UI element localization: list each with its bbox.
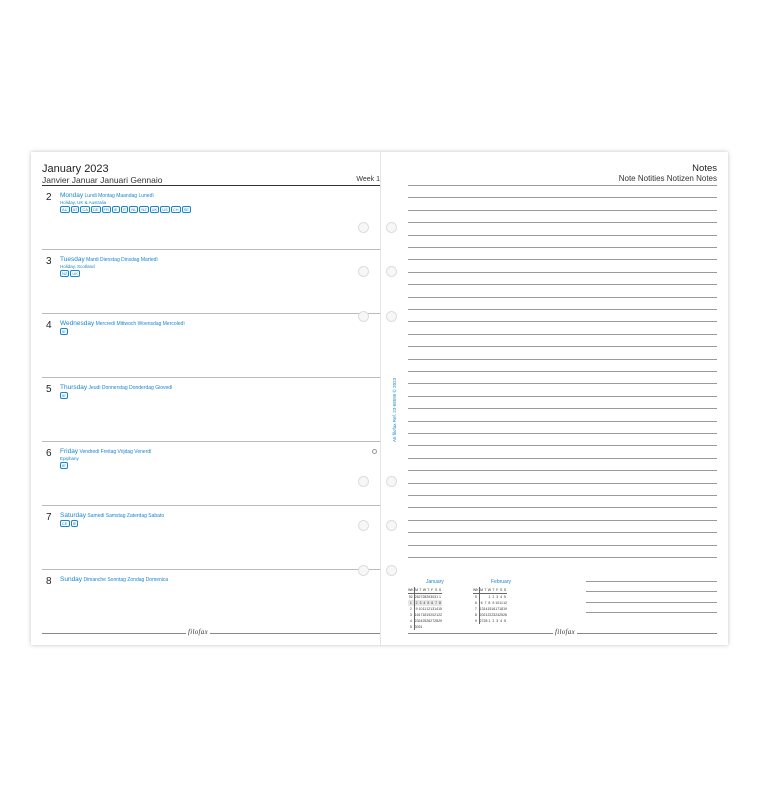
country-badge: UK xyxy=(151,207,158,212)
ring-hole xyxy=(358,565,369,576)
note-line xyxy=(408,421,717,422)
weekday-header: S xyxy=(499,588,503,592)
date-cell: 16 xyxy=(414,613,419,617)
date-cell: 27 xyxy=(430,619,435,623)
date-cell: 24 xyxy=(495,613,500,617)
country-badge: IE xyxy=(72,521,77,526)
weekday-header: W xyxy=(422,588,427,592)
date-cell: 25 xyxy=(422,619,427,623)
country-badge: NL xyxy=(131,207,137,212)
day-names xyxy=(60,320,185,327)
week-number-cell: 9 xyxy=(473,618,479,624)
date-cell: 9 xyxy=(492,601,495,605)
day-separator xyxy=(42,377,380,378)
note-line xyxy=(408,495,717,496)
date-cell: 4 xyxy=(423,601,426,605)
date-cell: 15 xyxy=(487,607,492,611)
date-cell: 9 xyxy=(415,607,418,611)
day-number: 5 xyxy=(46,384,52,395)
ring-hole xyxy=(386,222,397,233)
date-cell: 27 xyxy=(418,595,423,599)
holiday-label: Epiphany xyxy=(60,456,79,461)
weekday-header: T xyxy=(419,588,422,592)
date-cell: 6 xyxy=(431,601,434,605)
date-cell: 29 xyxy=(426,595,431,599)
week-number-cell: 6 xyxy=(473,600,479,606)
country-badges xyxy=(60,206,192,213)
week-number: Week 1 xyxy=(356,176,380,183)
mini-calendar-grid xyxy=(408,587,442,630)
day-names xyxy=(60,512,164,519)
day-name-translations: Samedi Samstag Zaterdag Sabato xyxy=(87,513,165,519)
date-cell: 2 xyxy=(492,595,495,599)
date-cell: 17 xyxy=(495,607,500,611)
date-cell: 19 xyxy=(503,607,507,611)
weekday-header: F xyxy=(431,588,434,592)
holiday-label: Holiday, Scotland xyxy=(60,264,95,269)
holiday-label: Holiday, UK & Australia xyxy=(60,200,107,205)
ring-hole xyxy=(386,266,397,277)
note-line xyxy=(408,346,717,347)
date-cell: 11 xyxy=(499,601,503,605)
day-names xyxy=(60,448,152,455)
date-cell: 28 xyxy=(483,619,488,623)
country-badge: IE xyxy=(62,329,66,334)
country-badge: IE xyxy=(62,463,66,468)
day-block[interactable] xyxy=(42,571,380,634)
date-cell: 1 xyxy=(488,595,491,599)
day-number: 7 xyxy=(46,512,52,523)
ring-hole xyxy=(358,520,369,531)
notes-page xyxy=(380,152,729,645)
note-line xyxy=(408,396,717,397)
weekday-header: S xyxy=(503,588,507,592)
mini-calendar-title: January xyxy=(426,579,444,585)
date-cell xyxy=(438,624,442,630)
country-badge: CE xyxy=(62,521,68,526)
date-cell: 20 xyxy=(430,613,435,617)
date-cell: 5 xyxy=(504,595,506,599)
day-name-translations: Mardi Dienstag Dinsdag Martedì xyxy=(86,257,158,263)
week-number-cell: 1 xyxy=(408,600,414,606)
note-line xyxy=(408,557,717,558)
header-rule xyxy=(42,185,380,186)
weekday-header: WK xyxy=(408,588,414,592)
weekday-header: WK xyxy=(473,588,479,592)
day-name-translations: Lundi Montag Maandag Lunedì xyxy=(84,193,154,199)
date-cell: 18 xyxy=(499,607,504,611)
note-line xyxy=(408,470,717,471)
day-name: Tuesday xyxy=(60,256,85,263)
week-number-cell: 5 xyxy=(408,624,414,630)
date-cell: 25 xyxy=(499,613,504,617)
date-cell: 14 xyxy=(434,607,439,611)
date-cell: 26 xyxy=(426,619,431,623)
day-names xyxy=(60,576,168,583)
ring-hole xyxy=(386,520,397,531)
ring-hole xyxy=(386,565,397,576)
note-line xyxy=(586,581,717,582)
ring-hole xyxy=(358,222,369,233)
weekday-header: S xyxy=(434,588,438,592)
mini-calendar-title: February xyxy=(491,579,512,585)
day-name: Sunday xyxy=(60,576,83,583)
month-title: January 2023 xyxy=(42,163,109,175)
note-line xyxy=(408,197,717,198)
note-line xyxy=(586,591,717,592)
date-cell: 12 xyxy=(426,607,431,611)
note-line xyxy=(408,235,717,236)
country-badge: IT xyxy=(122,207,127,212)
day-number: 4 xyxy=(46,320,52,331)
date-cell: 31 xyxy=(434,595,439,599)
ring-hole xyxy=(386,476,397,487)
country-badge: DE xyxy=(92,207,99,212)
note-line xyxy=(408,185,717,186)
note-line xyxy=(408,297,717,298)
day-separator xyxy=(42,313,380,314)
day-name: Thursday xyxy=(60,384,88,391)
date-cell: 21 xyxy=(483,613,488,617)
filofax-logo: filofax xyxy=(555,628,575,636)
country-badge: FR xyxy=(103,207,109,212)
day-block[interactable] xyxy=(42,315,380,378)
week-number-cell: 5 xyxy=(473,594,479,601)
date-cell: 30 xyxy=(430,595,435,599)
country-badges xyxy=(60,328,69,335)
week-number-cell: 4 xyxy=(408,618,414,624)
note-line xyxy=(408,222,717,223)
ring-hole xyxy=(358,311,369,322)
date-cell: 20 xyxy=(479,613,484,617)
date-cell: 2 xyxy=(415,601,418,605)
weekday-header: F xyxy=(496,588,499,592)
country-badges xyxy=(60,462,69,469)
day-block[interactable] xyxy=(42,443,380,506)
date-cell: 2 xyxy=(492,619,495,623)
note-line xyxy=(408,445,717,446)
date-cell: 1 xyxy=(439,595,441,599)
country-badge: NZ xyxy=(141,207,147,212)
note-line xyxy=(408,309,717,310)
date-cell: 13 xyxy=(430,607,435,611)
date-cell: 4 xyxy=(500,595,503,599)
date-cell: 8 xyxy=(439,601,441,605)
date-cell: 6 xyxy=(480,601,483,605)
note-line xyxy=(586,612,717,613)
date-cell: 1 xyxy=(488,619,491,623)
ring-hole xyxy=(386,311,397,322)
note-line xyxy=(408,272,717,273)
note-line xyxy=(408,284,717,285)
date-cell: 24 xyxy=(418,619,423,623)
note-line xyxy=(408,210,717,211)
note-line xyxy=(408,247,717,248)
country-badges xyxy=(60,270,81,277)
day-number: 8 xyxy=(46,576,52,587)
day-block[interactable] xyxy=(42,507,380,570)
country-badge: UK xyxy=(72,271,78,276)
date-cell: 4 xyxy=(500,619,503,623)
day-name-translations: Vendredi Freitag Vrijdag Venerdì xyxy=(79,449,152,455)
day-block[interactable] xyxy=(42,187,380,250)
day-name-translations: Mercredi Mittwoch Woensdag Mercoledì xyxy=(95,321,185,327)
date-cell: 26 xyxy=(503,613,507,617)
country-badges xyxy=(60,392,69,399)
date-cell: 28 xyxy=(422,595,427,599)
day-block[interactable] xyxy=(42,379,380,442)
ring-hole xyxy=(358,266,369,277)
country-badge: CH xyxy=(172,207,179,212)
country-badge: IE xyxy=(113,207,118,212)
date-cell: 14 xyxy=(483,607,488,611)
month-translations: Janvier Januar Januari Gennaio xyxy=(42,175,163,185)
note-line xyxy=(408,408,717,409)
day-names xyxy=(60,256,158,263)
note-line xyxy=(408,359,717,360)
note-line xyxy=(408,371,717,372)
day-names xyxy=(60,384,172,391)
week-number-cell: 52 xyxy=(408,595,413,599)
date-cell: 28 xyxy=(434,619,439,623)
country-badge: NZ xyxy=(62,271,68,276)
week-number-cell: 7 xyxy=(473,606,479,612)
note-line xyxy=(408,433,717,434)
date-cell: 15 xyxy=(438,607,442,611)
date-cell: 16 xyxy=(491,607,496,611)
date-cell: 3 xyxy=(496,595,499,599)
date-cell: 10 xyxy=(495,601,500,605)
note-line xyxy=(408,259,717,260)
country-badge: AU xyxy=(62,207,68,212)
date-cell: 5 xyxy=(504,619,506,623)
date-cell: 17 xyxy=(418,613,423,617)
weekday-header: M xyxy=(480,588,484,592)
note-line xyxy=(408,520,717,521)
note-line xyxy=(408,458,717,459)
day-name-translations: Dimanche Sonntag Zondag Domenica xyxy=(83,577,169,583)
date-cell: 26 xyxy=(414,595,419,599)
day-name: Saturday xyxy=(60,512,87,519)
date-cell: 31 xyxy=(418,625,423,629)
mini-calendar-grid xyxy=(473,587,507,624)
note-line xyxy=(408,383,717,384)
weekday-header: T xyxy=(492,588,495,592)
date-cell: 29 xyxy=(438,619,442,623)
weekday-header: M xyxy=(415,588,419,592)
notes-translations: Note Notities Notizen Notes xyxy=(618,174,717,183)
diary-spread xyxy=(31,152,728,645)
country-badge: CA xyxy=(82,207,88,212)
country-badge: AT xyxy=(72,207,78,212)
filofax-logo: filofax xyxy=(188,628,208,636)
week-number-cell: 3 xyxy=(408,612,414,618)
week-number-cell: 8 xyxy=(473,612,479,618)
date-cell: 3 xyxy=(496,619,499,623)
country-badge: IE xyxy=(62,393,66,398)
date-cell: 7 xyxy=(435,601,438,605)
country-badge: US xyxy=(162,207,168,212)
date-cell: 8 xyxy=(488,601,491,605)
date-cell: 23 xyxy=(491,613,496,617)
date-cell: 3 xyxy=(419,601,422,605)
weekday-header: S xyxy=(438,588,442,592)
day-separator xyxy=(42,569,380,570)
date-cell: 22 xyxy=(438,613,442,617)
day-number: 3 xyxy=(46,256,52,267)
day-number: 6 xyxy=(46,448,52,459)
day-name-translations: Jeudi Donnerstag Donderdag Giovedì xyxy=(88,385,173,391)
date-cell: 22 xyxy=(487,613,492,617)
note-line xyxy=(408,545,717,546)
week-number-cell: 2 xyxy=(408,606,414,612)
day-separator xyxy=(42,249,380,250)
day-name: Friday xyxy=(60,448,79,455)
moon-phase-icon xyxy=(372,449,377,454)
weekday-header: T xyxy=(427,588,430,592)
date-cell: 18 xyxy=(422,613,427,617)
weekday-header: T xyxy=(484,588,487,592)
ring-hole xyxy=(358,476,369,487)
note-line xyxy=(408,334,717,335)
day-separator xyxy=(42,505,380,506)
day-separator xyxy=(42,441,380,442)
day-name: Monday xyxy=(60,192,84,199)
country-badge: SE xyxy=(183,207,189,212)
day-names xyxy=(60,192,154,199)
date-cell: 30 xyxy=(414,625,419,629)
weekday-header: W xyxy=(487,588,492,592)
note-line xyxy=(586,602,717,603)
date-cell: 11 xyxy=(422,607,427,611)
date-cell: 10 xyxy=(418,607,423,611)
date-cell: 13 xyxy=(479,607,484,611)
date-cell: 5 xyxy=(427,601,430,605)
note-line xyxy=(408,507,717,508)
note-line xyxy=(408,483,717,484)
week-page xyxy=(31,152,380,645)
day-name: Wednesday xyxy=(60,320,95,327)
note-line xyxy=(408,532,717,533)
date-cell: 12 xyxy=(503,601,507,605)
date-cell: 7 xyxy=(484,601,487,605)
date-cell: 27 xyxy=(479,619,484,623)
footer-rule xyxy=(42,633,380,634)
day-block[interactable] xyxy=(42,251,380,314)
day-number: 2 xyxy=(46,192,52,203)
note-line xyxy=(408,321,717,322)
date-cell: 19 xyxy=(426,613,431,617)
reference-text: A5 filofax Ref. 23-68595 © 2023 xyxy=(392,377,397,442)
notes-title: Notes xyxy=(692,163,717,174)
date-cell: 23 xyxy=(414,619,419,623)
date-cell: 21 xyxy=(434,613,439,617)
country-badges xyxy=(60,520,79,527)
